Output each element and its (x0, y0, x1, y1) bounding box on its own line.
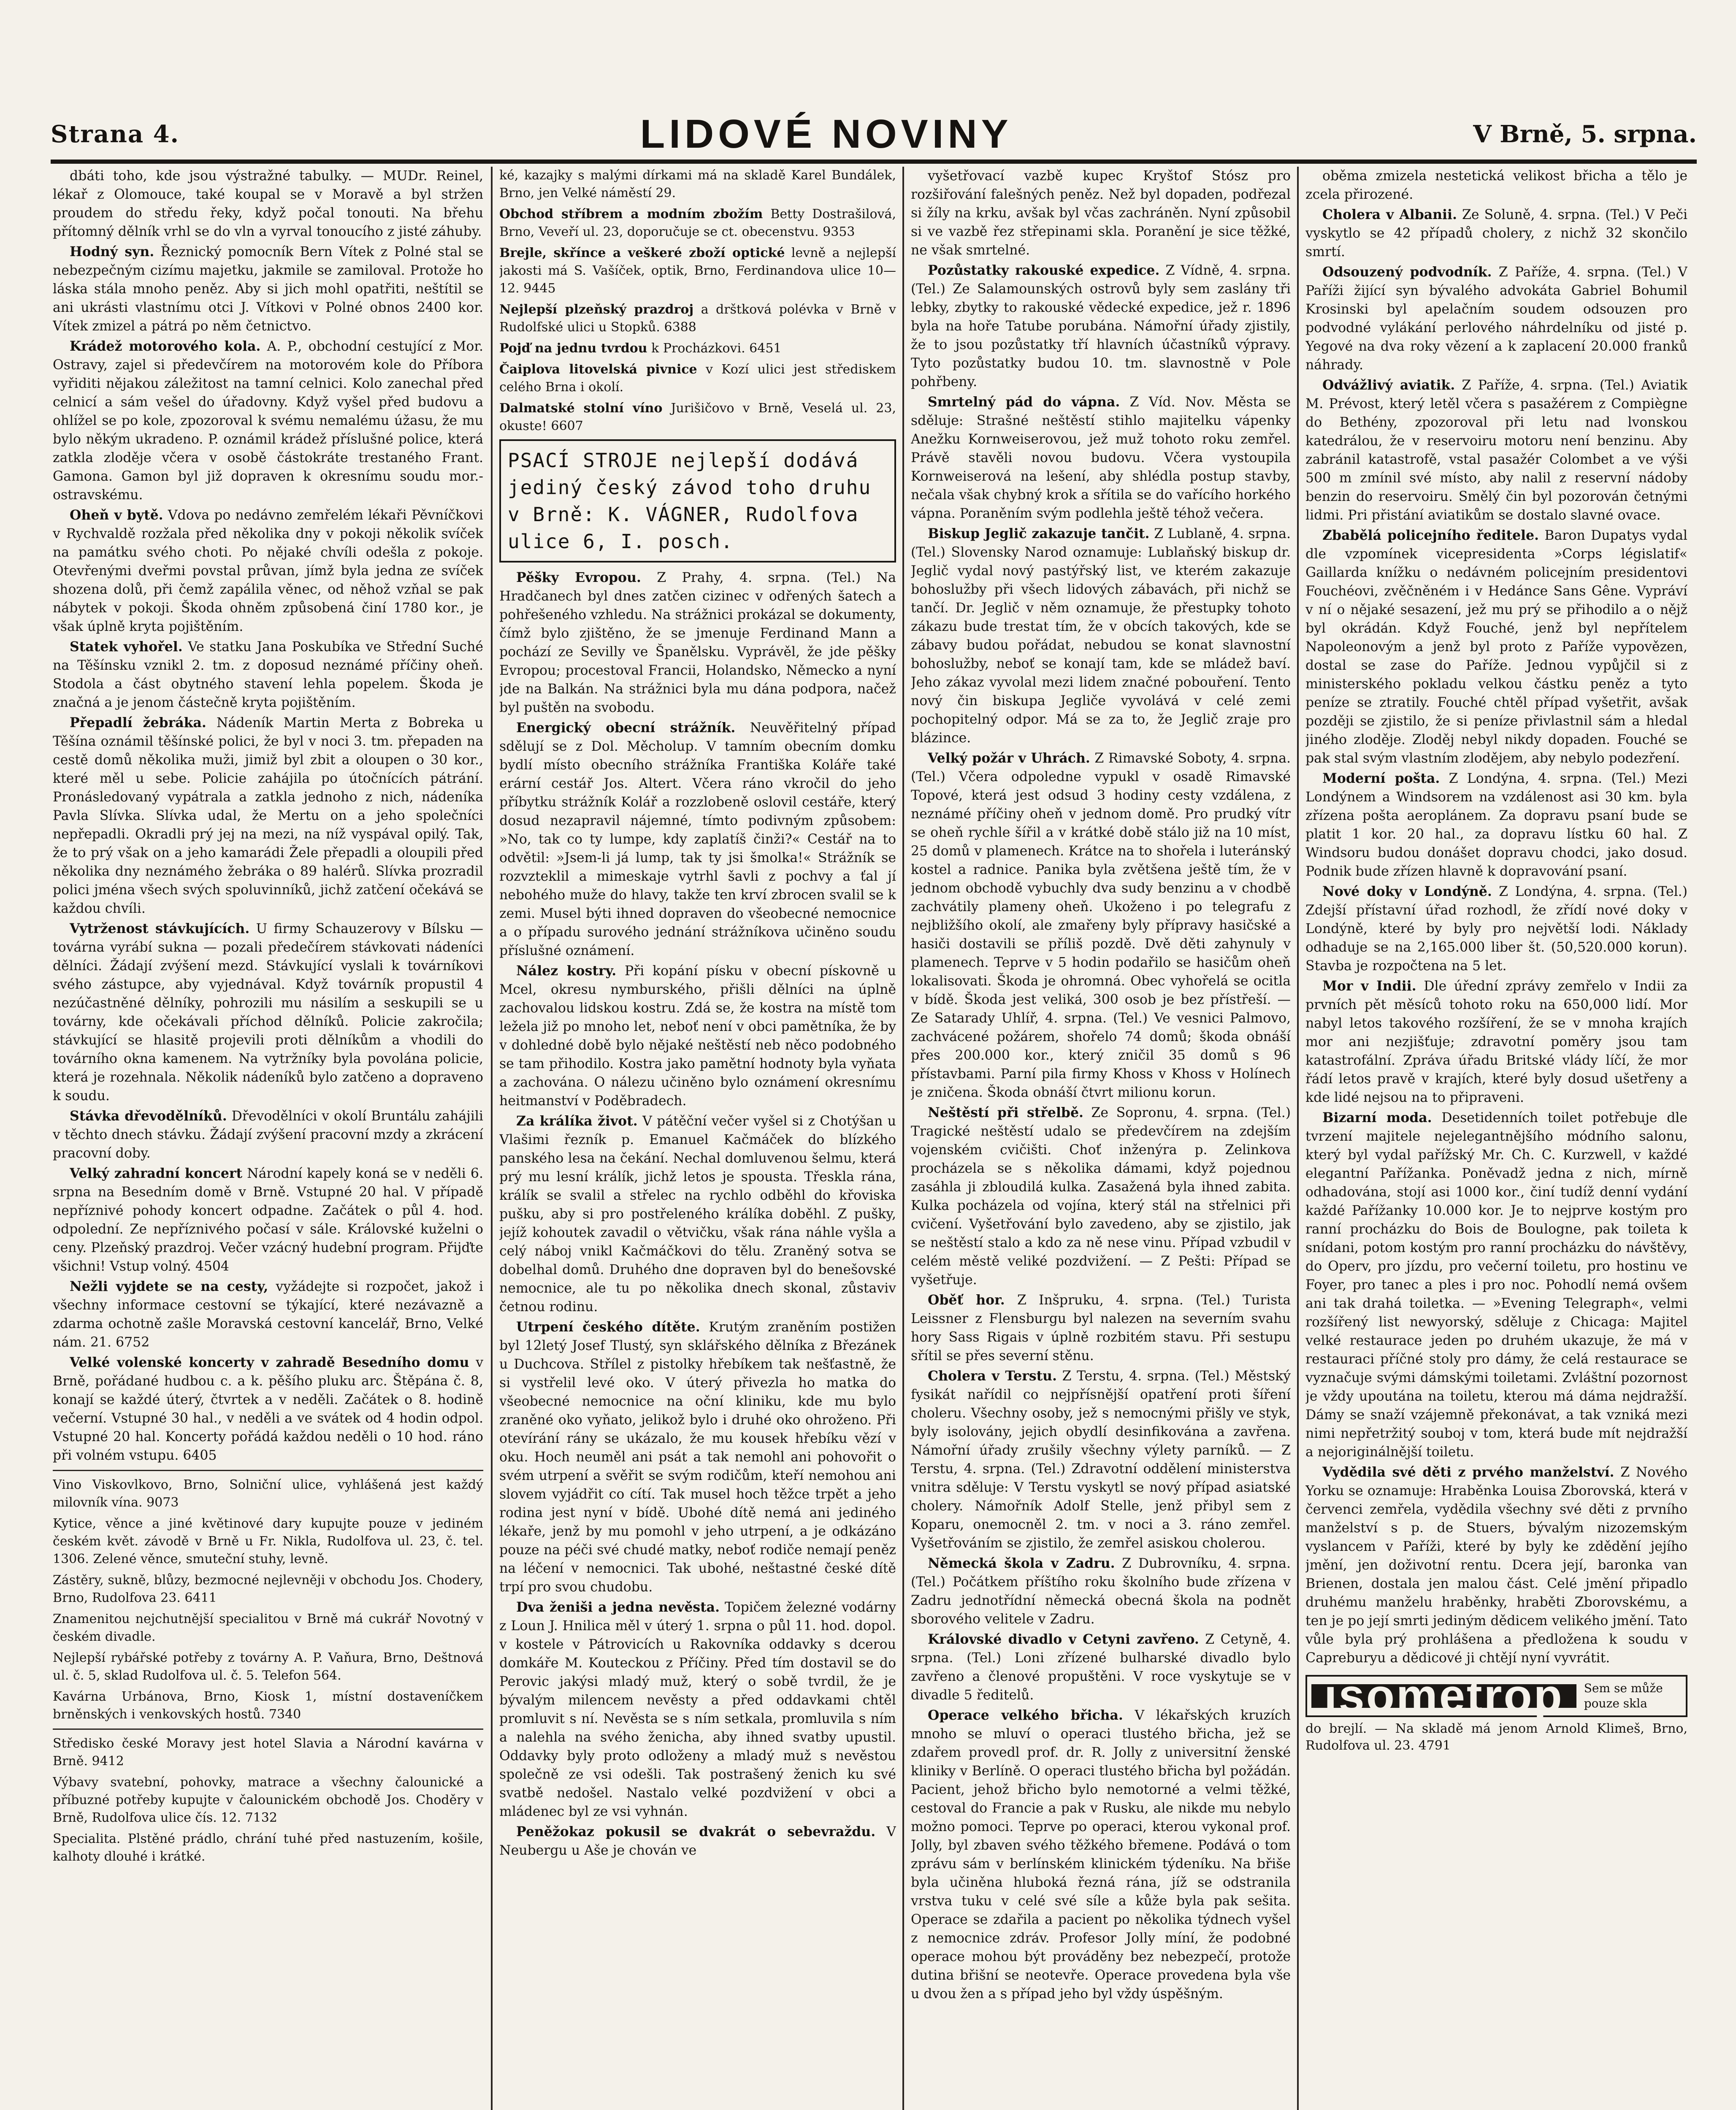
article-text: V Neubergu u Aše je chován ve (499, 1824, 896, 1858)
article-text: Topičem železné vodárny z Loun J. Hnilica měl v úterý 1. srpna o půl 11. hod. dopol. v kostele v Pátrovicích u Rakovníka oddavky s dcerou domkáře M. Kouteckou z Příčiny. Před tím dostavil se do Perovic jakýsi mladý muž, který o sobě tvrdil, že je bývalým milencem nevěsty a před oddavkami chtěl promluvit s ní. Nevěsta se s ním setkala, promluvila s ním a nalehla na svého ženicha, aby ihned svatby upustil. Oddavky byly proto odloženy a mladý muž s nevěstou společně ze vsi odešli. Tak postrašený ženich ku své svatbě nedošel. Nastalo velké pozdvižení v obci a mládenec byl ze vsi vyhnán. (499, 1600, 896, 1819)
article-text: A. P., obchodní cestující z Mor. Ostravy, zajel si předevčírem na motorovém kole do Příbora vyřiditi nějakou záležitost na tamní celnici. Kolo zanechal před celnicí a sám vešel do úřadovny. Když vyšel před budovu a ohlížel se po kole, zpozoroval k svému nemalému úžasu, že mu bylo někým ukradeno. P. oznámil krádež příslušné police, která zatkla zloděje včera v osobě částokráte trestaného Frant. Gamona. Gamon byl již dopraven k okresnímu soudu mor.-ostravskému. (53, 339, 483, 503)
article-headline: Za králíka život. (516, 1113, 638, 1129)
article (911, 1554, 1291, 1628)
article-text: Baron Dupatys vydal dle vzpomínek vicepresidenta »Corps législatif« Gaillarda knížku o nedávném policejním presidentovi Fouchéovi, zvěčněném i v Hedánce Sans Gêne. Vypráví v ní o nějaké sesazení, jež mu prý se přihodilo a o nějž byl okrádán. Když Fouché, jenž byl nepřítelem Napoleonovým a jenž byl proto z Paříže vypovězen, dostal se zase do Paříže. Jednou vypůjčil si z ministerského pokladu velkou částku peněz a tyto peníze se ztratily. Fouché chtěl případ vyšetřit, avšak později se zjistilo, že si peníze přivlastnil sám a hledal jiného zloděje. Zloděj nebyl nikdy dopaden. Fouché se pak stal svým vlastním zlodějem, aby nebylo podezření. (1305, 528, 1687, 766)
ad-number: 6388 (664, 320, 696, 335)
classified-ad (499, 206, 896, 241)
article (53, 243, 483, 335)
classified-ad (499, 301, 896, 336)
article-headline: Pěšky Evropou. (516, 570, 641, 585)
article (53, 638, 483, 712)
article-headline: Statek vyhořel. (70, 639, 183, 655)
article (53, 337, 483, 504)
article (1305, 1463, 1687, 1667)
column-3 (911, 167, 1291, 2110)
article-headline: Mor v Indii. (1322, 978, 1416, 994)
article-text: Dřevodělníci v okolí Bruntálu zahájili v těchto dnech stávku. Žádají zvýšení pracovní mzdy a zkrácení pracovní doby. (53, 1109, 483, 1161)
ad-number: 7340 (268, 1707, 301, 1722)
article (911, 1291, 1291, 1365)
article-text: Z Londýna, 4. srpna. (Tel.) Zdejší přístavní úřad rozhodl, že zřídí nové doky v Londýně, které by byly pro největší lodi. Náklady odhaduje se na 2,165.000 liber št. (50,520.000 korun). Stavba je rozpočtena na 5 let. (1305, 884, 1687, 974)
article (911, 1630, 1291, 1704)
ad-number: 9445 (523, 281, 556, 296)
article-headline: Cholera v Albanii. (1322, 207, 1457, 222)
article-headline: Přepadlí žebráka. (70, 715, 206, 730)
ad-number: 7132 (245, 1810, 277, 1825)
article (1305, 882, 1687, 975)
ad-text: v Kozí ulici jest střediskem celého Brna i okolí. (499, 362, 896, 395)
article-text: Z Nového Yorku se oznamuje: Hraběnka Louisa Zborovská, která v červenci zemřela, vydědila všechny své děti z prvního manželství s p. de Stuers, bývalým nizozemským vyslancem v Paříži, které by byly ke zdědění jejího jmění, jen doživotní rentu. Dcera její, baronka van Brienen, dostala jen malou část. Celé jmění připadlo druhému manželu hraběnky, hraběti Zborovskému, a ten je po její smrti jediným dědicem velikého jmění. Tato vůle byla prý prohlášena a předložena k soudu v Capreburyu a dědicové ji chtějí nyní vyvrátit. (1305, 1465, 1687, 1666)
masthead: LIDOVÉ NOVINY (640, 111, 1013, 157)
article (1305, 263, 1687, 374)
article-headline: Zbabělá policejního ředitele. (1322, 528, 1539, 543)
dateline: V Brně, 5. srpna. (1473, 120, 1697, 148)
article-headline: Hodný syn. (70, 244, 154, 260)
ad-headline: Pojď na jednu tvrdou (499, 341, 647, 356)
article (53, 920, 483, 1105)
article-text: Z Terstu, 4. srpna. (Tel.) Městský fysikát nařídil co nejpřísnější opatření proti šíření choleru. Všechny osoby, jež s nemocnými přišly ve styk, byly isolovány, jejich obydlí desinfikována a zavřena. Námořní úřady zrušily všechny výlety parníků. — Z Terstu, 4. srpna. (Tel.) Zdravotní oddělení ministerstva vnitra sděluje: V Terstu vyskytl se nový případ asiatské cholery. Námořník Adolf Stelle, jenž přibyl sem z Koparu, onemocněl 2. tm. v noci a 3. ráno zemřel. Vyšetřováním se zjistilo, že zemřel asiskou cholerou. (911, 1369, 1291, 1551)
notice-number: 6405 (183, 1448, 217, 1463)
classified-ad (53, 1515, 483, 1568)
classified-ad (53, 1830, 483, 1866)
article (1305, 769, 1687, 881)
article-text: Krutým zraněním postižen byl 12letý Josef Tlustý, syn sklářského dělníka z Březánek u Duchcova. Střílel z pistolky hřebíkem tak nešťastně, že si vystřelil levé oko. V úterý přivezla ho matka do všeobecné nemocnice na oční kliniku, kde mu bylo zraněné oko vyňato, jelikož bylo i druhé oko ohroženo. Při otevírání rány se ukázalo, že mu kousek hřebíku vězí v oku. Hoch neuměl ani psát a tak nemohl ani pohovořit o svém utrpení a svěřit se svým rodičům, kteří nemohou ani slovem vyjádřit co cítí. Tak musel hoch těžce trpět a jeho rodina jest nyní v bídě. Ubohé dítě nemá ani jediného lékaře, jenž by mu pomohl v jeho utrpení, a je odkázáno pouze na péči své chudé matky, neboť rodiče nemají peněz na léčení v nemocnici. Tak ubohé, neštastné české dítě trpí pro svou chudobu. (499, 1320, 896, 1595)
article-headline: Utrpení českého dítěte. (516, 1319, 700, 1335)
article-text: Z Londýna, 4. srpna. (Tel.) Mezi Londýnem a Windsorem na vzdálenost asi 30 km. byla zřízena pošta aeroplánem. Za dopravu psaní bude se platit 1 kor. 20 hal., za dopravu lístku 60 hal. Z Windsoru budou donášet dopravu chodci, jako dosud. Podnik bude zřízen hlavně k dopravování psaní. (1305, 771, 1687, 879)
column-2 (499, 167, 896, 2110)
ad-text: Zástěry, sukně, blůzy, bezmocné nejlevněji v obchodu Jos. Chodery, Brno, Rudolfova 23. (53, 1573, 483, 1605)
ad-text: levně a nejlepší jakosti má S. Vašíček, optik, Brno, Ferdinandova ulice 10—12. (499, 246, 896, 296)
classified-ad (53, 1735, 483, 1770)
article (911, 749, 1291, 1102)
ad-text: Betty Dostrašilová, Brno, Veveří ul. 23, doporučuje se ct. obecenstvu. (499, 207, 896, 239)
classified-ad (53, 1688, 483, 1723)
column-divider (1297, 167, 1299, 2110)
article-text: Dle úřední zprávy zemřelo v Indii za prvních pět měsíců tohoto roku na 650,000 lidí. Mor nabyl letos takového rozšíření, že se v mnoha krajích mor ani nezjišťuje; zdravotní poměry jsou tam katastrofální. Zpráva úřadu Britské vlády líčí, že mor řádí letos pravě v krajích, které byly dosud ušetřeny a kde lidé nejsou na to připraveni. (1305, 979, 1687, 1105)
article-text: Neuvěřitelný případ sdělují se z Dol. Měcholup. V tamním obecním domku bydlí místo obecního strážníka Františka Koláře také erární cestář Jos. Altert. Včera ráno vkročil do jeho příbytku strážník Kolář a rozzlobeně oslovil cestáře, který dosud nezapravil nájemné, tímto podivným způsobem: »No, tak co ty lumpe, kdy zaplatíš činži?« Cestář na to odvětil: »Jsem-li já lump, tak ty jsi šmolka!« Strážník se rozvzteklil a mimeskaje vytrhl šavli z pochvy a ťal jí nebohého muže do hlavy, takže ten krví zbrocen svalil se k zemi. Musel býti ihned dopraven do všeobecné nemocnice a o případu surového jednání strážníkova učiněno soudu příslušné oznámení. (499, 720, 896, 958)
article-text: Z Prahy, 4. srpna. (Tel.) Na Hradčanech byl dnes zatčen cizinec v odřených šatech a pohřešeného vzhledu. Na strážnici prokázal se dokumenty, čímž bylo zjištěno, že se jmenuje Ferdinand Mann a pochází ze Sevilly ve Španělsku. Vyprávěl, že jde pěšky Evropou; procestoval Francii, Holandsko, Německo a nyní jde na Balkán. Na strážnici byla mu dána podpora, načež byl puštěn na svobodu. (499, 570, 896, 715)
article-headline: Odsouzený podvodník. (1322, 264, 1492, 280)
classified-ad (53, 1774, 483, 1827)
article-headline: Bizarní moda. (1322, 1110, 1432, 1125)
article (1305, 206, 1687, 261)
ad-headline: Dalmatské stolní víno (499, 401, 663, 416)
article-text: U firmy Schauzerovy v Bílsku — továrna vyrábí sukna — pozali předečírem stávkovati nádeníci dělníci. Žádají zvýšení mezd. Stávkující vyslali k továrníkovi svého zástupce, aby vyjednával. Když továrník propustil 4 nezúčastněné dělníky, pohrozili mu násilím a seskupili se u továrny, kde očekávali příchod dělníků. Policie zakročila; stávkující se hlasitě projevili proti dělníkům a vhodili do továrního okna kamenem. Na vytržníky byla povolána policie, která je rozehnala. Několik nádeníků bylo zatčeno a dopraveno k soudu. (53, 921, 483, 1104)
article (1305, 376, 1687, 525)
article (499, 1823, 896, 1860)
article (53, 1107, 483, 1163)
classified-ad (499, 361, 896, 396)
column-4 (1305, 167, 1687, 2110)
article-text: Ve statku Jana Poskubíka ve Střední Suché na Těšínsku vznikl 2. tm. z doposud neznámé příčiny oheň. Stodola a část obytného stavení lehla popelem. Škoda je značná a je jenom částečně kryta pojištěním. (53, 639, 483, 710)
article-text: Z Dubrovníku, 4. srpna. (Tel.) Počátkem příštího roku školního bude zřízena v Zadru jednotřídní německá obecná škola na podnět sborového velitele v Zadru. (911, 1556, 1291, 1627)
article-text: V pátěční večer vyšel si z Chotýšan u Vlašimi řezník p. Emanuel Kačmáček do blízkého panského lesa na čekání. Nechal domluvenou šelmu, která prý mu lesní králík, jichž letos je spousta. Třeskla rána, králík se svalil a střelec na rychlo odběhl do křoviska pušku, aby si pro postřeleného králíka doběhl. Z pušky, jejíž kohoutek zavadil o větvičku, však rána náhle vyšla a celý náboj vnikl Kačmáčkovi do tělu. Zraněný sotva se dobelhal domů. Druhého dne dopraven byl do benešovské nemocnice, ale tu po několika dnech skonal, zůstaviv četnou rodinu. (499, 1114, 896, 1315)
divider (53, 1470, 483, 1471)
ad-number: 6451 (749, 341, 782, 356)
article-headline: Vytrženost stávkujících. (70, 921, 250, 936)
article-text: Řeznický pomocník Bern Vítek z Polné stal se nebezpečným cizímu majetku, jakmile se zamiloval. Protože ho láska stála mnoho peněz. Aby si jich mohl opatřiti, neštítil se ani ukrásti vlastnímu otci J. Vítkovi v Polné obnos 2400 kor. Vítek zmizel a pátrá po něm četnictvo. (53, 244, 483, 334)
article-text: Při kopání písku v obecní pískovně u Mcel, okresu nymburského, přišli dělníci na úplně zachovalou lidskou kostru. Zdá se, že kostra na místě tom ležela již po mnoho let, neboť není v obci pamětníka, že by v dohledné době bylo nějaké neštěstí neb něco podobného se tam přihodilo. Kostra jako pamětní hodnoty byla vyňata a zachována. O nálezu učiněno bylo oznámení okresnímu heitmanství v Poděbradech. (499, 963, 896, 1109)
article (499, 719, 896, 960)
notice (53, 1277, 483, 1352)
article (911, 1367, 1291, 1553)
article (911, 525, 1291, 747)
article (1305, 977, 1687, 1107)
classified-ad (499, 244, 896, 298)
article-headline: Operace velkého břicha. (928, 1707, 1123, 1723)
page-label: Strana 4. (51, 120, 180, 148)
article-headline: Krádež motorového kola. (70, 338, 261, 354)
article-headline: Neštěstí při střelbě. (928, 1105, 1083, 1120)
article-text: Z Paříže, 4. srpna. (Tel.) Aviatik M. Prévost, který letěl včera s pasažérem z Compiègne do Bethény, zpozoroval při letu nad lvonskou katedrálou, že v reservoiru motoru není benzinu. Aby zabránil katastrofě, vstal pasažér Colombet a ve výši 500 m zmínil své místo, aby nalil z reservní nádoby benzin do reservoiru. Smělý čin byl pozorován četnými lidmi. Pri přistání aviatikům se dostalo slavné ovace. (1305, 378, 1687, 523)
classified-ad (53, 1649, 483, 1685)
notice-number: 4504 (195, 1259, 229, 1274)
article-headline: Oheň v bytě. (70, 507, 163, 523)
notice-text: Národní kapely koná se v neděli 6. srpna na Besedním domě v Brně. Vstupné 20 hal. V případě nepříznivé pohody koncert odpadne. Začátek o půl 4. hod. odpolední. Ze nepříznivého počasí v sále. Královské kuželni o ceny. Plzeňský prazdroj. Večer vzácný hudební program. Přijďte všichni! Vstup volný. (53, 1166, 483, 1274)
article-text: Vdova po nedávno zemřelém lékaři Pěvníčkovi v Rychvaldě rozžala před několika dny v pokoji několik svíček na památku svého choti. Po nějaké chvíli odešla z pokoje. Otevřenými dveřmi povstal průvan, jímž byla jedna ze svíček shozena dolů, při čemž zapálila věnec, od něhož vzňal se pak nábytek v pokoji. Škoda ohněm způsobená činí 1780 kor., je však úplně kryta pojištěním. (53, 508, 483, 634)
article-text: Z Rimavské Soboty, 4. srpna. (Tel.) Včera odpoledne vypukl v osadě Rimavské Topové, která jest odsud 3 hodiny cesty vzdálena, z neznámé příčiny oheň v jednom domě. Pro prudký vítr se oheň rychle šířil a v krátké době stálo již na 10 míst, 25 domů v plamenech. Krátce na to shořela i luteránský kostel a radnice. Panika byla zvětšena ještě tím, že v jednom obchodě vybuchly dva sudy benzinu a v chodbě zachvátily plameny oheň. Ukoženo i po telegrafu z nejbližšího okolí, ale zmařeny byly přípravy hasičské a hasiči dostavili se příliš pozdě. Dvě děti zahynuly v plamenech. Teprve v 5 hodin podařilo se hasičům oheň lokalisovati. Škoda je ohromná. Obec vyhořelá se ocitla v bídě. Škoda jest veliká, 300 osob je bez přístřeší. — Ze Satarady Uhlíř, 4. srpna. (Tel.) Ve vesnici Palmovo, zachvácené požárem, shořelo 74 domů; škoda obnáší přes 200.000 kor., který zničil 35 domů s 96 přístavbami. Parní pila firmy Khoss v Khoss v Holínech je zničena. Škoda obnáší čtvrt milionu korun. (911, 751, 1291, 1100)
article-text: V lékařských kruzích mnoho se mluví o operaci tlustého břicha, jež se zdařem provedl prof. dr. R. Jolly z universitní ženské kliniky v Berlíně. O operaci tlustého břicha byl požádán. Pacient, jehož břicho bylo nemotorné a velmi těžké, cestoval do Francie a pak v Rusku, ale nikde mu nebylo možno pomoci. Teprve po operaci, kterou vykonal prof. Jolly, byl zbaven svého těžkého břemene. Podává o tom zprávu sám v berlínském klinickém týdeníku. Na břiše byla učiněna hluboká řezná rána, jíž se odstranila vrstva tuku v celé své síle a kůže byla pak sešita. Operace se zdařila a pacient po několika týdnech vyšel z nemocnice zdráv. Profesor Jolly míní, že podobné operace mohou být prováděny bez nebezpečí, protože dutina břišní se neotevře. Operace provedena byla vše u dvou žen a s případ jeho byl vždy úspěšným. (911, 1708, 1291, 2002)
page-header (51, 109, 1697, 164)
article (1305, 1109, 1687, 1461)
article-headline: Nové doky v Londýně. (1322, 884, 1492, 899)
article-headline: Dva ženiši a jedna nevěsta. (516, 1599, 720, 1615)
article-headline: Královské divadlo v Cetyni zavřeno. (928, 1631, 1199, 1647)
column-divider (902, 167, 904, 2110)
ad-text: Výbavy svatební, pohovky, matrace a všechny čalounické a příbuzné potřeby kupujte v čalounickém obchodě Jos. Choděry v Brně, Rudolfova ulice čís. 12. (53, 1775, 483, 1825)
ad-text: a drštková polévka v Brně v Rudolfské ulici u Stopků. (499, 302, 896, 335)
ad-text: Kavárna Urbánova, Brno, Kiosk 1, místní dostaveníčkem brněnských i venkovských hostů. (53, 1689, 483, 1722)
article-text: Z Víd. Nov. Města se sděluje: Strašné neštěstí stihlo majitelku vápenky Anežku Kornweiserovou, jež muž tohoto roku zemřel. Právě stavěli novou budovu. Včera vystoupila Kornweiserová na lešení, aby shlédla postup stavby, nečala však chybný krok a sřítila se do vařícího horkého vápna. Poraněním svým podlehla ještě téhož večera. (911, 395, 1291, 521)
isometrop-ad-text (1305, 1720, 1687, 1754)
article (499, 568, 896, 717)
notice (53, 1164, 483, 1276)
notice-text: vyžádejte si rozpočet, jakož i všechny informace cestovní se týkající, které nezávazně a zdarma ochotně zašle Moravská cestovní kancelář, Brno, Velké nám. 21. (53, 1279, 483, 1350)
article (911, 393, 1291, 523)
article (499, 1318, 896, 1596)
notice-headline: Velký zahradní koncert (70, 1166, 243, 1181)
article-text: vyšetřovací vazbě kupec Kryštof Stósz pro rozšiřování falešných peněz. Než byl dopaden, podřezal si žíly na krku, avšak byl včas zachráněn. Nyní způsobil si ve vazbě řez střepinami skla. Poranění je sice těžké, ne však smrtelné. (911, 168, 1291, 258)
ad-number: 4791 (1418, 1738, 1451, 1753)
article-text: Nádeník Martin Merta z Bobreka u Těšína oznámil těšínské polici, že byl v noci 3. tm. přepaden na cestě domů několika muži, jimiž byl zbit a oloupen o 30 kor., které měl u sebe. Policie zahájila po útočnících pátrání. Pronásledovaný vypátrala a zatkla jednoho z nich, nádeníka Pavla Slívka. Slívka udal, že Mertu on a jeho společníci nepřepadli. Okradli prý jej na mezi, na níž vyspával opilý. Tak, že to prý však on a jeho kamarádi Žele přepadli a oloupili před několika dny neznámého žebráka o 89 halérů. Slívka prozradil polici jména všech svých spoluvinníků, jichž zatčení očekává se každou chvíli. (53, 715, 483, 916)
column-divider (491, 167, 493, 2110)
classified-ad (499, 340, 896, 357)
classified-ad (53, 1476, 483, 1512)
notice-headline: Velké volenské koncerty v zahradě Besedního domu (70, 1355, 469, 1370)
ad-text: do brejlí. — Na skladě má jenom Arnold Klimeš, Brno, Rudolfova ul. 23. (1305, 1721, 1687, 1753)
classified-ad: ké, kazajky s malými dírkami má na skladě Karel Bundálek, Brno, jen Velké náměstí 29. (499, 168, 896, 200)
ad-text: k Procházkovi. (651, 341, 745, 356)
ad-number: 9412 (92, 1754, 124, 1769)
article-text: Ze Soluně, 4. srpna. (Tel.) V Peči vyskytlo se 42 případů cholery, z nichž 32 skončilo smrtí. (1305, 207, 1687, 260)
article-text: dbáti toho, kde jsou výstražné tabulky. — MUDr. Reinel, lékař z Olomouce, také koupal se v Moravě a byl stržen proudem do středu řeky, když počal tonouti. Na břehu přítomný dělník vrhl se do vln a vyrval tonoucího z jisté záhuby. (53, 168, 483, 239)
article (911, 261, 1291, 391)
article-headline: Moderní pošta. (1322, 771, 1440, 786)
ad-text: Specialita. Plstěné prádlo, chrání tuhé před nastuzením, košile, kalhoty dlouhé i krátké. (53, 1831, 483, 1864)
ad-text: Jurišičovo v Brně, Veselá ul. 23, okuste! (499, 401, 896, 433)
article-headline: Peněžokaz pokusil se dvakrát o sebevraždu. (516, 1824, 876, 1839)
ad-number: 9353 (823, 225, 855, 239)
ad-headline: Čaiplova litovelská pivnice (499, 362, 697, 377)
article-text: Z Paříže, 4. srpna. (Tel.) V Paříži žijící syn bývalého advokáta Gabriel Bohumil Krosinski byl apelačním soudem odsouzen pro podvodné vylákání perlového náhrdelníku od jisté p. Yegové na dva roky vězení a k zaplacení 20.000 franků náhrady. (1305, 265, 1687, 373)
article-text: Z Inšpruku, 4. srpna. (Tel.) Turista Leissner z Flensburgu byl nalezen na severním svahu hory Sass Rigais v úplně rozbitém stavu. Při sestupu sřítil se přes severní stěnu. (911, 1293, 1291, 1363)
isometrop-ad (1305, 1670, 1687, 1722)
ad-number: 6607 (551, 419, 583, 433)
article (53, 714, 483, 918)
isometrop-side-text: Sem se může pouze skla (1584, 1681, 1663, 1710)
article (1305, 526, 1687, 768)
classified-ad (499, 400, 896, 435)
isometrop-logo: isometrop (1311, 1684, 1576, 1708)
divider (53, 1729, 483, 1730)
article-headline: Stávka dřevodělníků. (70, 1108, 227, 1124)
article (499, 1598, 896, 1821)
typewriter-ad: PSACÍ STROJE nejlepší dodává jediný český závod toho druhu v Brně: K. VÁGNER, Rudolfova ulice 6, I. posch. (499, 439, 896, 563)
column-1 (53, 167, 483, 2110)
ad-text: Nejlepší rybářské potřeby z továrny A. P. Vaňura, Brno, Deštnová ul. č. 5, sklad Rudolfova ul. č. 5. Telefon 564. (53, 1650, 483, 1683)
article-text: Ze Sopronu, 4. srpna. (Tel.) Tragické neštěstí udalo se předevčírem na zdejším vojenském cvičišti. Choť inženýra p. Zelinkova procházela se s několika dámami, když pojednou zasáhla ji zbloudilá kulka. Zasažená byla ihned zabita. Kulka pocházela od vojína, který stál na střelnici při cvičení. Vyšetřování bylo zavedeno, aby se zjistilo, jak se neštěstí stalo a kdo za ně nese vinu. Případ vzbudil v celém městě veliké pozdvižení. — Z Pešti: Případ se vyšetřuje. (911, 1105, 1291, 1288)
article-headline: Smrtelný pád do vápna. (928, 394, 1120, 410)
ad-text: Kytice, věnce a jiné květinové dary kupujte pouze v jediném českém květ. závodě v Brně u Fr. Nikla, Rudolfova ul. 23, č. tel. 1306. Zelené věnce, smuteční stuhy, levně. (53, 1516, 483, 1566)
article-text: Z Vídně, 4. srpna. (Tel.) Ze Salamounských ostrovů byly sem zaslány tři lebky, zbytky to rakouské vědecké expedice, jež r. 1896 byla na hoře Tatube porubána. Námořní úřady zjistily, že to jsou pozůstatky tří hlavních účastníků výpravy. Tyto pozůstatky budou 10. tm. slavnostně v Pole pohřbeny. (911, 263, 1291, 390)
article-headline: Německá škola v Zadru. (928, 1555, 1115, 1571)
ad-headline: Obchod stříbrem a modním zbožím (499, 207, 763, 222)
ad-text: Vino Viskovlkovo, Brno, Solniční ulice, vyhlášená jest každý milovník vína. (53, 1477, 483, 1510)
article (53, 506, 483, 636)
ad-number: 9073 (146, 1495, 179, 1510)
classified-ad (53, 1572, 483, 1607)
notice (53, 1353, 483, 1465)
article (911, 1104, 1291, 1289)
ad-headline: Brejle, skřínce a veškeré zboží optické (499, 246, 785, 260)
article-headline: Odvážlivý aviatik. (1322, 377, 1455, 393)
article-headline: Energický obecní strážník. (516, 720, 736, 736)
ad-text: Znamenitou nejchutnější specialitou v Brně má cukrář Novotný v českém divadle. (53, 1612, 483, 1644)
article-headline: Vydědila své děti z prvého manželství. (1322, 1464, 1614, 1480)
article-text: Z Cetyně, 4. srpna. (Tel.) Loni zřízené bulharské divadlo bylo zavřeno a členové propuštěni. V roce vyskytuje se v divadle 5 ředitelů. (911, 1632, 1291, 1703)
notice-number: 6752 (116, 1335, 150, 1350)
classified-ad (53, 1610, 483, 1646)
article-headline: Biskup Jeglič zakazuje tančit. (928, 526, 1150, 541)
ad-text: Středisko české Moravy jest hotel Slavia a Národní kavárna v Brně. (53, 1736, 483, 1769)
ad-number: 6411 (184, 1591, 217, 1605)
article-text: Desetidenních toilet potřebuje dle tvrzení majitele nejelegantnějšího módního salonu, který byl vydal pařížský Mr. Ch. C. Kurzwell, v každé elegantní Pařížanka. Poněvadž jedna z nich, mírně odhadována, stojí asi 1000 kor., činí tudíž denní vydání každé Pařížanky 10.000 kor. Je to nejprve kostým pro ranní procházku do Bois de Boulogne, pak toileta k snídani, potom kostým pro ranní procházku do návštěvy, do Operv, pro jízdu, pro večerní toiletu, pro hostinu ve Foyer, pro tanec a ples i pro noc. Pohodlí nemá ovšem ani tak drahá toiletka. — »Evening Telegraph«, velmi rozšířený list newyorský, sděluje z Chicaga: Majitel velké restaurace jeden po druhém ukazuje, že má v restauraci příčné stoly pro dámy, že celá restaurace se vyznačuje svými dámskými toiletami. Zvláštní pozornost je vždy upoutána na toiletu, kterou má dáma nejdražší. Dámy se snaží vzájemně překonávat, a tak vzniká mezi nimi nepřetržitý souboj v tom, která bude mít nejdražší a nejoriginálnější toiletu. (1305, 1110, 1687, 1460)
article (911, 1706, 1291, 2003)
notice-headline: Nežli vyjdete se na cesty, (70, 1279, 268, 1294)
article (499, 962, 896, 1110)
article-headline: Oběť hor. (928, 1292, 1005, 1308)
ad-headline: Nejlepší plzeňský prazdroj (499, 302, 694, 317)
article-text: Z Lublaně, 4. srpna. (Tel.) Slovensky Narod oznamuje: Lublaňský biskup dr. Jeglič vydal nový pastýřský list, ve kterém zakazuje bohoslužby při všech lidových zábavách, při nichž se tančí. Dr. Jeglič v něm oznamuje, že přestupky tohoto zákazu bude trestat tím, že v obcích takových, kde se zábavy budou pořádat, nebudou se konat slavnostní bohoslužby, neboť se konají tam, kde se mládež baví. Jeho zákaz vyvolal mezi lidem značné pobouření. Tento nový čin biskupa Jegliče vyvolává v celé zemi pochopitelný odpor. Má se za to, že Jeglič zraje pro blázince. (911, 526, 1291, 746)
article-headline: Nález kostry. (516, 963, 617, 979)
notice-text: v Brně, pořádané hudbou c. a k. pěšího pluku arc. Štěpána č. 8, konají se každé úterý, čtvrtek a v neděli. Začátek o 8. hodině večerní. Vstupné 30 hal., v neděli a ve svátek od 4 hodin odpol. Vstupné 20 hal. Koncerty pořádá každou neděli o 10 hod. ráno při volném vstupu. (53, 1355, 483, 1463)
article-headline: Velký požár v Uhrách. (928, 750, 1090, 766)
article-headline: Pozůstatky rakouské expedice. (928, 262, 1160, 278)
article-text: oběma zmizela nestetická velikost břicha a tělo je zcela přirozené. (1305, 168, 1687, 202)
article (499, 1112, 896, 1316)
article-headline: Cholera v Terstu. (928, 1368, 1057, 1384)
